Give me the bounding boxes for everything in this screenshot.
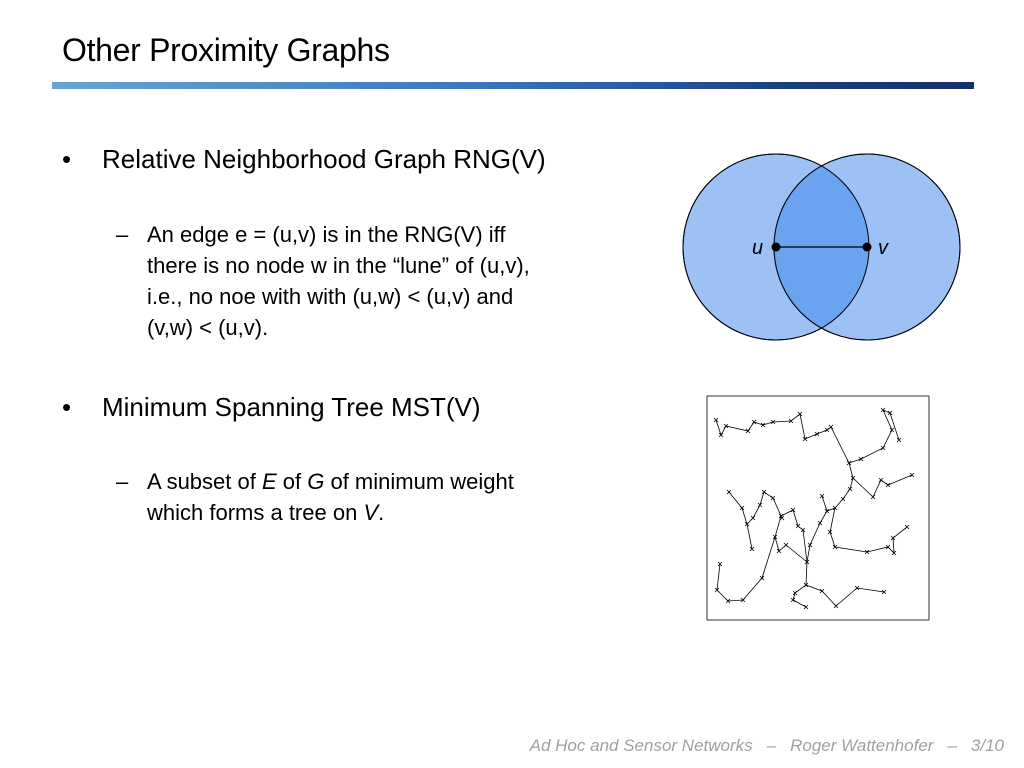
mst-nodes (714, 408, 914, 609)
bullet-marker: • (62, 144, 72, 174)
slide-footer (530, 736, 1004, 756)
node-v (863, 243, 872, 252)
rng-definition-line-2: there is no node w in the “lune” of (u,v), (147, 253, 530, 278)
mst-tree-diagram (700, 390, 936, 626)
node-u-label: u (752, 237, 764, 259)
bullet-rng-label: Relative Neighborhood Graph RNG(V) (102, 144, 546, 174)
rng-definition-line-3: i.e., no noe with with (u,w) < (u,v) and (147, 284, 514, 309)
mst-edges (716, 410, 912, 607)
footer-separator: – (766, 736, 777, 755)
footer-author: Roger Wattenhofer (790, 736, 934, 755)
rng-lune-diagram (676, 150, 968, 346)
bullet-marker: • (62, 392, 72, 422)
footer-separator: – (947, 736, 957, 755)
mst-definition-line-1: A subset of E of G of minimum weight (147, 469, 514, 494)
bullet-mst-label: Minimum Spanning Tree MST(V) (102, 392, 481, 422)
slide-title: Other Proximity Graphs (62, 32, 390, 68)
dash-marker: – (116, 469, 129, 494)
mst-definition-line-2: which forms a tree on V. (147, 500, 385, 525)
dash-marker: – (116, 222, 129, 247)
footer-course: Ad Hoc and Sensor Networks (529, 736, 753, 755)
node-u (772, 243, 781, 252)
node-v-label: v (878, 237, 888, 259)
title-underline-bar (52, 82, 974, 89)
rng-definition-line-1: An edge e = (u,v) is in the RNG(V) iff (147, 222, 506, 247)
footer-page-number: 3/10 (970, 736, 1004, 755)
rng-definition-line-4: (v,w) < (u,v). (147, 315, 269, 340)
